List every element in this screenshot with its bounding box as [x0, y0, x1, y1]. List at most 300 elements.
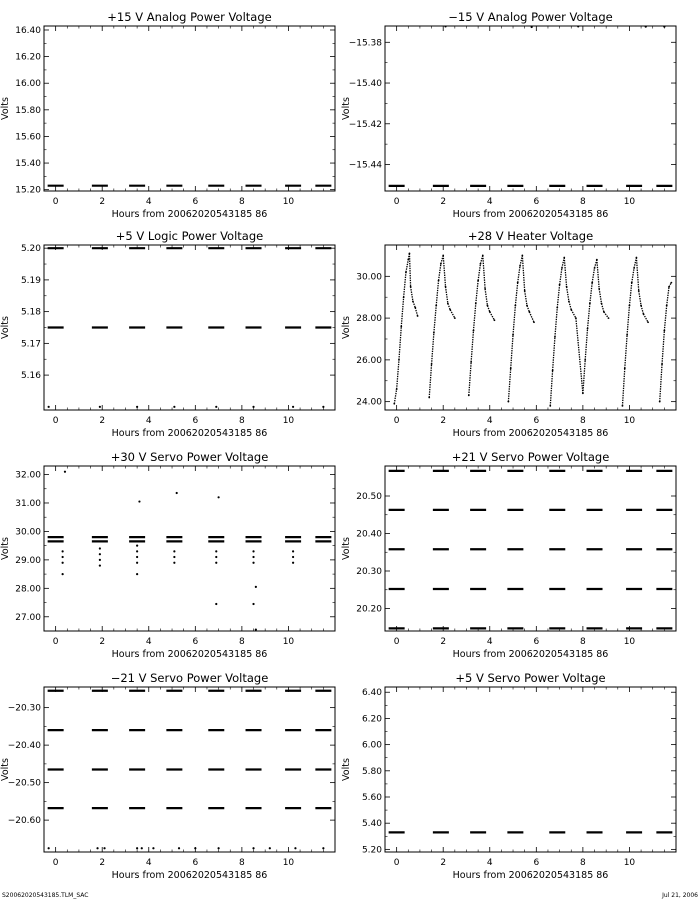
y-tick-label: −15.38 — [348, 38, 382, 49]
data-point — [663, 330, 665, 332]
data-point — [252, 550, 254, 552]
data-point — [468, 394, 470, 396]
x-axis-label: Hours from 20062020543185 86 — [452, 209, 609, 220]
data-point — [622, 405, 624, 407]
data-point — [661, 363, 663, 365]
data-point — [594, 267, 596, 269]
data-point — [409, 252, 411, 254]
data-point — [624, 367, 626, 369]
data-point — [173, 556, 175, 558]
data-point — [482, 255, 484, 257]
data-point — [412, 300, 414, 302]
data-segment — [632, 268, 634, 283]
data-segment — [564, 258, 566, 287]
data-point — [294, 847, 296, 849]
data-point — [447, 303, 449, 305]
data-point — [570, 309, 572, 311]
data-point — [322, 847, 324, 849]
data-point — [643, 313, 645, 315]
data-marks — [48, 248, 332, 408]
y-tick-label: 27.00 — [15, 612, 41, 623]
data-point — [62, 550, 64, 552]
data-segment — [485, 289, 487, 306]
chart-title: +28 V Heater Voltage — [467, 229, 594, 243]
x-tick-label: 0 — [393, 416, 400, 426]
data-segment — [643, 314, 648, 322]
x-tick-label: 2 — [99, 637, 106, 647]
data-point — [252, 556, 254, 558]
data-point — [252, 603, 254, 605]
x-tick-label: 6 — [192, 637, 199, 647]
data-point — [603, 311, 605, 313]
data-segment — [571, 310, 576, 318]
data-point — [400, 326, 402, 328]
data-point — [322, 406, 324, 408]
y-tick-label: 5.40 — [361, 819, 382, 830]
y-tick-label: 5.19 — [20, 275, 41, 286]
y-tick-label: 5.20 — [20, 244, 41, 255]
data-segment — [576, 318, 583, 393]
data-point — [255, 586, 257, 588]
data-segment — [597, 260, 599, 289]
x-tick-label: 10 — [282, 416, 295, 426]
y-tick-label: 29.00 — [15, 555, 41, 566]
x-tick-label: 10 — [623, 416, 636, 426]
y-tick-label: 24.00 — [356, 397, 382, 408]
x-tick-label: 8 — [580, 416, 586, 426]
chart-panel-7 — [0, 671, 335, 881]
x-tick-label: 0 — [393, 858, 400, 868]
x-tick-label: 8 — [239, 858, 245, 868]
data-point — [99, 564, 101, 566]
x-tick-label: 6 — [192, 858, 199, 868]
plot-frame — [44, 466, 335, 631]
y-tick-label: −20.30 — [7, 703, 41, 714]
data-point — [136, 545, 138, 547]
data-point — [519, 265, 521, 267]
data-segment — [569, 301, 571, 309]
data-point — [407, 259, 409, 261]
data-segment — [515, 283, 517, 306]
data-segment — [406, 260, 408, 273]
data-point — [566, 286, 568, 288]
data-segment — [508, 368, 510, 401]
y-tick-label: 20.40 — [356, 529, 382, 540]
data-point — [626, 334, 628, 336]
y-tick-label: 5.17 — [20, 339, 41, 350]
data-point — [647, 321, 649, 323]
data-point — [596, 259, 598, 261]
x-tick-label: 4 — [486, 858, 493, 868]
data-point — [173, 406, 175, 408]
y-tick-label: 28.00 — [15, 584, 41, 595]
data-segment — [660, 364, 662, 402]
data-segment — [483, 255, 485, 288]
data-point — [473, 330, 475, 332]
data-point — [629, 305, 631, 307]
data-segment — [622, 368, 624, 406]
data-point — [554, 336, 556, 338]
footer-filename: S20062020543185.TLM_SAC — [2, 892, 89, 899]
chart-panel-4 — [341, 229, 676, 439]
data-point — [517, 282, 519, 284]
x-tick-label: 4 — [145, 416, 152, 426]
y-tick-label: 15.80 — [15, 105, 41, 116]
plot-frame — [385, 26, 676, 191]
data-segment — [627, 306, 629, 335]
x-tick-label: 8 — [239, 637, 245, 647]
x-tick-label: 2 — [440, 197, 447, 207]
data-point — [591, 282, 593, 284]
data-point — [255, 628, 257, 630]
footer-date: Jul 21, 2006 — [662, 892, 698, 899]
data-segment — [629, 283, 631, 306]
data-segment — [599, 289, 601, 304]
data-point — [638, 290, 640, 292]
x-tick-label: 4 — [486, 637, 493, 647]
data-point — [494, 319, 496, 321]
data-point — [487, 305, 489, 307]
data-point — [512, 334, 514, 336]
data-point — [414, 307, 416, 309]
data-segment — [432, 333, 434, 364]
data-segment — [448, 303, 450, 309]
chart-title: +5 V Servo Power Voltage — [455, 671, 606, 685]
data-point — [668, 286, 670, 288]
data-point — [510, 367, 512, 369]
data-point — [136, 550, 138, 552]
data-point — [136, 562, 138, 564]
data-point — [99, 559, 101, 561]
data-point — [393, 403, 395, 405]
data-point — [398, 359, 400, 361]
y-tick-label: 30.00 — [356, 272, 382, 283]
data-point — [433, 332, 435, 334]
x-tick-label: 6 — [533, 197, 540, 207]
data-segment — [518, 266, 520, 283]
y-tick-label: 20.50 — [356, 492, 382, 502]
data-segment — [667, 287, 669, 306]
data-segment — [590, 283, 592, 304]
data-point — [428, 397, 430, 399]
data-segment — [664, 306, 666, 331]
data-point — [62, 556, 64, 558]
data-point — [215, 556, 217, 558]
data-point — [99, 406, 101, 408]
data-segment — [404, 272, 406, 297]
plot-frame — [385, 245, 676, 410]
data-point — [136, 573, 138, 575]
x-tick-label: 6 — [192, 416, 199, 426]
data-point — [440, 263, 442, 265]
y-tick-label: 6.20 — [361, 714, 382, 725]
x-tick-label: 10 — [623, 858, 636, 868]
y-tick-label: 20.30 — [356, 567, 382, 577]
x-tick-label: 8 — [239, 416, 245, 426]
data-segment — [562, 258, 564, 268]
data-segment — [625, 335, 627, 368]
data-point — [431, 363, 433, 365]
data-point — [549, 405, 551, 407]
data-point — [507, 401, 509, 403]
x-tick-label: 4 — [145, 197, 152, 207]
y-axis-label: Volts — [341, 97, 352, 120]
y-tick-label: −15.42 — [348, 119, 382, 130]
data-point — [445, 286, 447, 288]
chart-title: +30 V Servo Power Voltage — [110, 450, 269, 464]
x-tick-label: 2 — [440, 416, 447, 426]
data-segment — [525, 291, 527, 306]
plot-frame — [385, 687, 676, 852]
data-point — [575, 317, 577, 319]
data-point — [531, 26, 533, 28]
data-segment — [434, 306, 436, 333]
data-segment — [473, 303, 475, 330]
y-tick-label: 5.80 — [361, 766, 382, 777]
data-point — [598, 288, 600, 290]
x-tick-label: 4 — [145, 858, 152, 868]
data-point — [601, 303, 603, 305]
chart-title: −21 V Servo Power Voltage — [110, 671, 269, 685]
data-point — [103, 847, 105, 849]
data-segment — [409, 253, 410, 286]
data-point — [136, 847, 138, 849]
data-point — [252, 406, 254, 408]
data-point — [582, 392, 584, 394]
data-point — [292, 562, 294, 564]
x-tick-label: 8 — [580, 858, 586, 868]
x-axis-label: Hours from 20062020543185 86 — [452, 870, 609, 881]
y-tick-label: −15.44 — [348, 160, 382, 171]
data-point — [442, 255, 444, 257]
x-tick-label: 10 — [623, 637, 636, 647]
data-segment — [636, 258, 638, 291]
data-point — [64, 471, 66, 473]
data-point — [438, 280, 440, 282]
chart-panel-2 — [341, 10, 676, 220]
y-tick-label: 5.60 — [361, 793, 382, 803]
data-marks — [389, 471, 673, 629]
y-tick-label: 30.00 — [15, 527, 41, 538]
data-point — [417, 315, 419, 317]
data-segment — [560, 268, 562, 285]
data-point — [526, 305, 528, 307]
y-tick-label: 6.00 — [361, 740, 382, 751]
chart-title: +21 V Servo Power Voltage — [451, 450, 610, 464]
y-tick-label: 26.00 — [356, 355, 382, 366]
data-point — [533, 321, 535, 323]
x-tick-label: 6 — [533, 637, 540, 647]
data-segment — [450, 310, 455, 318]
data-segment — [555, 308, 557, 337]
data-segment — [511, 335, 513, 368]
data-segment — [550, 370, 552, 406]
x-tick-label: 2 — [440, 637, 447, 647]
x-tick-label: 0 — [52, 637, 59, 647]
x-axis-label: Hours from 20062020543185 86 — [452, 649, 609, 660]
data-point — [48, 406, 50, 408]
data-point — [99, 547, 101, 549]
data-segment — [443, 255, 445, 286]
data-point — [173, 562, 175, 564]
x-tick-label: 6 — [533, 416, 540, 426]
data-segment — [446, 287, 448, 304]
data-point — [194, 847, 196, 849]
data-point — [584, 359, 586, 361]
data-segment — [585, 329, 587, 360]
data-point — [218, 496, 220, 498]
data-segment — [567, 287, 569, 302]
x-tick-label: 4 — [145, 637, 152, 647]
data-segment — [436, 281, 438, 306]
data-point — [176, 492, 178, 494]
y-tick-label: 20.20 — [356, 604, 382, 615]
y-axis-label: Volts — [0, 316, 11, 339]
x-tick-label: 8 — [580, 637, 586, 647]
data-point — [477, 280, 479, 282]
data-point — [636, 257, 638, 259]
data-segment — [429, 364, 431, 397]
data-point — [173, 550, 175, 552]
x-tick-label: 4 — [486, 197, 493, 207]
chart-panel-1 — [0, 10, 335, 220]
y-tick-label: 15.20 — [15, 185, 41, 196]
data-segment — [476, 281, 478, 304]
data-segment — [401, 297, 403, 326]
data-point — [215, 406, 217, 408]
data-marks — [48, 471, 332, 631]
x-tick-label: 6 — [533, 858, 540, 868]
data-point — [480, 263, 482, 265]
y-tick-label: −20.40 — [7, 741, 41, 752]
data-point — [489, 311, 491, 313]
data-segment — [513, 306, 515, 335]
data-point — [470, 361, 472, 363]
chart-title: +5 V Logic Power Voltage — [115, 229, 264, 243]
y-tick-label: −15.40 — [348, 79, 382, 90]
data-point — [218, 847, 220, 849]
data-segment — [583, 360, 585, 393]
data-point — [410, 286, 412, 288]
data-point — [136, 556, 138, 558]
data-point — [252, 847, 254, 849]
data-point — [141, 847, 143, 849]
x-tick-label: 6 — [192, 197, 199, 207]
data-segment — [557, 285, 559, 308]
data-point — [670, 282, 672, 284]
chart-panel-5 — [0, 450, 335, 660]
data-point — [96, 847, 98, 849]
y-tick-label: 15.60 — [15, 132, 41, 143]
x-tick-label: 8 — [580, 197, 586, 207]
data-marks — [48, 691, 332, 850]
x-tick-label: 0 — [52, 416, 59, 426]
data-point — [528, 311, 530, 313]
data-point — [633, 267, 635, 269]
x-tick-label: 8 — [239, 197, 245, 207]
y-tick-label: 16.40 — [15, 25, 41, 36]
data-point — [659, 401, 661, 403]
x-tick-label: 4 — [486, 416, 493, 426]
data-point — [405, 271, 407, 273]
data-segment — [604, 312, 609, 318]
data-point — [403, 296, 405, 298]
data-point — [454, 317, 456, 319]
data-segment — [487, 306, 489, 312]
data-point — [252, 562, 254, 564]
x-tick-label: 0 — [393, 637, 400, 647]
data-point — [449, 309, 451, 311]
x-axis-label: Hours from 20062020543185 86 — [111, 870, 268, 881]
chart-panel-3 — [0, 229, 335, 439]
data-point — [568, 300, 570, 302]
data-segment — [592, 268, 594, 283]
data-point — [552, 369, 554, 371]
y-axis-label: Volts — [0, 758, 11, 781]
data-segment — [553, 337, 555, 370]
x-axis-label: Hours from 20062020543185 86 — [111, 209, 268, 220]
data-point — [99, 553, 101, 555]
data-point — [136, 406, 138, 408]
data-point — [48, 847, 50, 849]
data-segment — [588, 303, 590, 328]
data-point — [269, 847, 271, 849]
data-point — [292, 406, 294, 408]
data-segment — [413, 301, 415, 307]
data-point — [292, 556, 294, 558]
x-tick-label: 2 — [440, 858, 447, 868]
y-axis-label: Volts — [341, 537, 352, 560]
x-tick-label: 10 — [282, 197, 295, 207]
x-tick-label: 0 — [393, 197, 400, 207]
y-tick-label: 16.00 — [15, 79, 41, 90]
data-point — [178, 847, 180, 849]
y-tick-label: 5.16 — [20, 371, 41, 382]
data-segment — [527, 306, 529, 312]
data-marks — [389, 25, 673, 186]
data-segment — [522, 255, 524, 291]
x-axis-label: Hours from 20062020543185 86 — [111, 649, 268, 660]
chart-panel-8 — [341, 671, 676, 881]
data-segment — [439, 264, 441, 281]
data-point — [587, 328, 589, 330]
x-axis-label: Hours from 20062020543185 86 — [111, 428, 268, 439]
x-tick-label: 10 — [282, 637, 295, 647]
data-segment — [641, 306, 643, 314]
data-point — [514, 305, 516, 307]
data-point — [556, 307, 558, 309]
data-point — [561, 267, 563, 269]
chart-title: +15 V Analog Power Voltage — [107, 10, 272, 24]
y-tick-label: 32.00 — [15, 470, 41, 481]
data-segment — [415, 308, 417, 316]
data-point — [138, 500, 140, 502]
data-point — [666, 305, 668, 307]
y-tick-label: 6.40 — [361, 688, 382, 699]
data-segment — [397, 360, 399, 389]
y-tick-label: 5.18 — [20, 307, 41, 318]
data-point — [215, 603, 217, 605]
data-point — [559, 284, 561, 286]
data-point — [640, 305, 642, 307]
data-marks — [393, 252, 672, 406]
y-axis-label: Volts — [0, 537, 11, 560]
data-segment — [520, 255, 522, 265]
y-tick-label: 28.00 — [356, 314, 382, 325]
data-point — [521, 255, 523, 257]
data-point — [435, 305, 437, 307]
data-segment — [634, 258, 636, 268]
